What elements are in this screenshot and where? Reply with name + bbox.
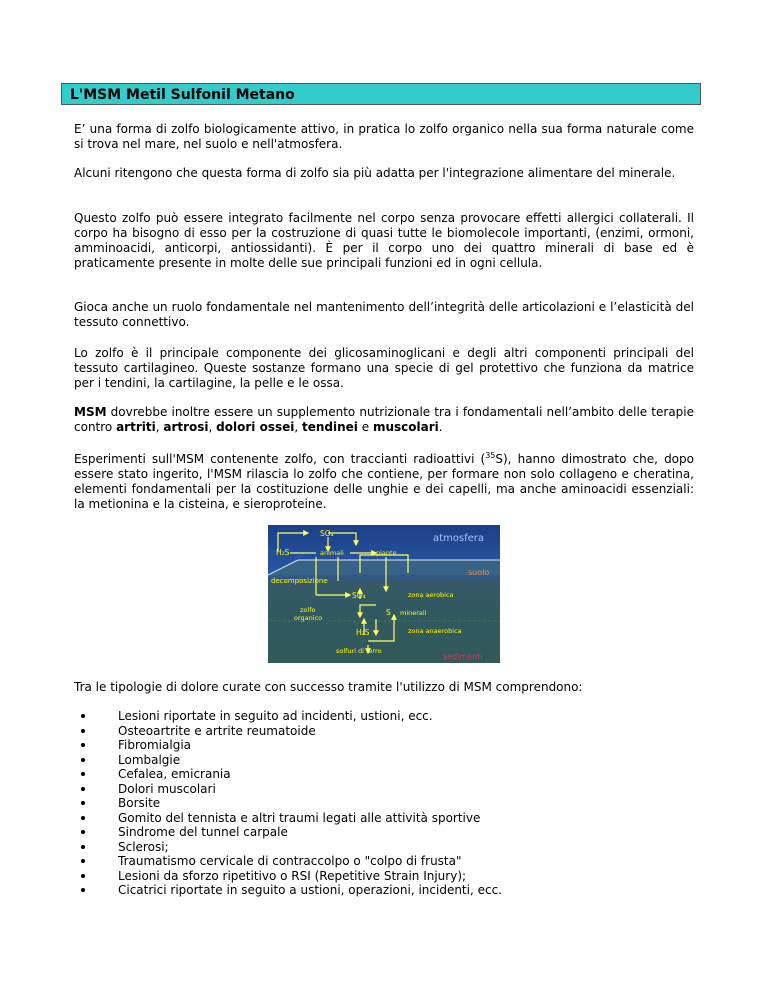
list-item: Cefalea, emicrania bbox=[74, 767, 502, 782]
label-organico: organico bbox=[294, 614, 323, 622]
isotope-superscript: 35 bbox=[485, 451, 496, 460]
paragraph-7 bbox=[74, 448, 694, 512]
list-item: Sclerosi; bbox=[74, 840, 502, 855]
list-item: Gomito del tennista e altri traumi legati alle attività sportive bbox=[74, 811, 502, 826]
label-h2s-top: H₂S bbox=[276, 548, 290, 557]
label-suolo: suolo bbox=[468, 568, 490, 577]
label-decomposizione: decomposizione bbox=[271, 577, 328, 585]
paragraph-4: Gioca anche un ruolo fondamentale nel mantenimento dell’integrità delle articolazioni e l’elasticità del tessuto connettivo. bbox=[74, 300, 694, 329]
label-sedimenti: sedimenti bbox=[443, 652, 483, 661]
label-zolfo: zolfo bbox=[300, 606, 316, 614]
para7-after: S), hanno dimostrato che, dopo essere stato ingerito, l'MSM rilascia lo zolfo che contiene, per formare non solo collageno e cheratina, elementi fondamentali per la costituzione delle unghie e dei capelli, ma anche aminoacidi essenziali: la metionina e la cisteina, e sieroproteine. bbox=[74, 452, 694, 511]
label-zona-aerobica: zona aerobica bbox=[408, 591, 454, 599]
conditions-list bbox=[74, 709, 502, 898]
label-h2s-bottom: H₂S bbox=[356, 628, 370, 637]
list-item: Lesioni riportate in seguito ad incidenti, ustioni, ecc. bbox=[74, 709, 502, 724]
paragraph-3: Questo zolfo può essere integrato facilmente nel corpo senza provocare effetti allergici collaterali. Il corpo ha bisogno di esso per la costruzione di quasi tutte le biomolecole importanti, (enzimi, ormoni, amminoacidi, anticorpi, antiossidanti). È per il corpo uno dei quattro minerali di base ed è praticamente presente in molte delle sue principali funzioni ed in ogni cellula. bbox=[74, 211, 694, 270]
para6-end: . bbox=[438, 420, 443, 434]
soil-surface bbox=[268, 560, 500, 575]
tendinei-bold: tendinei bbox=[302, 420, 358, 434]
list-item: Dolori muscolari bbox=[74, 782, 502, 797]
para6-sep: e bbox=[357, 420, 373, 434]
label-atmosfera: atmosfera bbox=[433, 533, 485, 544]
artrosi-bold: artrosi bbox=[163, 420, 209, 434]
dolori-bold: dolori ossei bbox=[216, 420, 295, 434]
list-item: Traumatismo cervicale di contraccolpo o "colpo di frusta" bbox=[74, 854, 502, 869]
msm-bold: MSM bbox=[74, 405, 107, 419]
list-item: Osteoartrite e artrite reumatoide bbox=[74, 724, 502, 739]
list-item: Cicatrici riportate in seguito a ustioni, operazioni, incidenti, ecc. bbox=[74, 883, 502, 898]
label-piante: piante bbox=[376, 549, 397, 557]
list-item: Lesioni da sforzo ripetitivo o RSI (Repetitive Strain Injury); bbox=[74, 869, 502, 884]
page-title: L'MSM Metil Sulfonil Metano bbox=[61, 83, 701, 105]
intro-paragraph: E’ una forma di zolfo biologicamente attivo, in pratica lo zolfo organico nella sua forma naturale come si trova nel mare, nel suolo e nell'atmosfera. bbox=[74, 122, 694, 151]
paragraph-6 bbox=[74, 405, 694, 435]
list-intro: Tra le tipologie di dolore curate con successo tramite l'utilizzo di MSM comprendono: bbox=[74, 680, 583, 694]
list-item: Borsite bbox=[74, 796, 502, 811]
para7-before: Esperimenti sull'MSM contenente zolfo, con traccianti radioattivi ( bbox=[74, 452, 486, 466]
label-minerali: minerali bbox=[400, 609, 427, 617]
muscolari-bold: muscolari bbox=[372, 420, 439, 434]
artriti-bold: artriti bbox=[116, 420, 156, 434]
list-item: Fibromialgia bbox=[74, 738, 502, 753]
list-item: Lombalgie bbox=[74, 753, 502, 768]
label-so4-mid: SO₄ bbox=[352, 591, 366, 600]
paragraph-2: Alcuni ritengono che questa forma di zolfo sia più adatta per l'integrazione alimentare del minerale. bbox=[74, 166, 676, 180]
label-zona-anaerobica: zona anaerobica bbox=[408, 627, 462, 635]
label-so4-top: SO₄ bbox=[320, 529, 334, 538]
para6-sep: , bbox=[208, 420, 217, 434]
label-s: S bbox=[386, 608, 391, 617]
label-animali: animali bbox=[320, 549, 344, 557]
paragraph-5: Lo zolfo è il principale componente dei glicosaminoglicani e degli altri componenti principali del tessuto cartilagineo. Queste sostanze formano una specie di gel protettivo che funziona da matrice per i tendini, la cartilagine, la pelle e le ossa. bbox=[74, 346, 694, 390]
label-solfuri: solfuri di ferro bbox=[336, 647, 382, 655]
list-item: Sindrome del tunnel carpale bbox=[74, 825, 502, 840]
sulfur-cycle-diagram bbox=[268, 525, 500, 663]
para6-sep: , bbox=[294, 420, 302, 434]
para6-text: dovrebbe inoltre essere un supplemento nutrizionale tra i fondamentali nell’ambito delle terapie contro bbox=[74, 405, 694, 434]
sulfur-cycle-svg bbox=[268, 525, 500, 663]
para6-sep: , bbox=[155, 420, 164, 434]
